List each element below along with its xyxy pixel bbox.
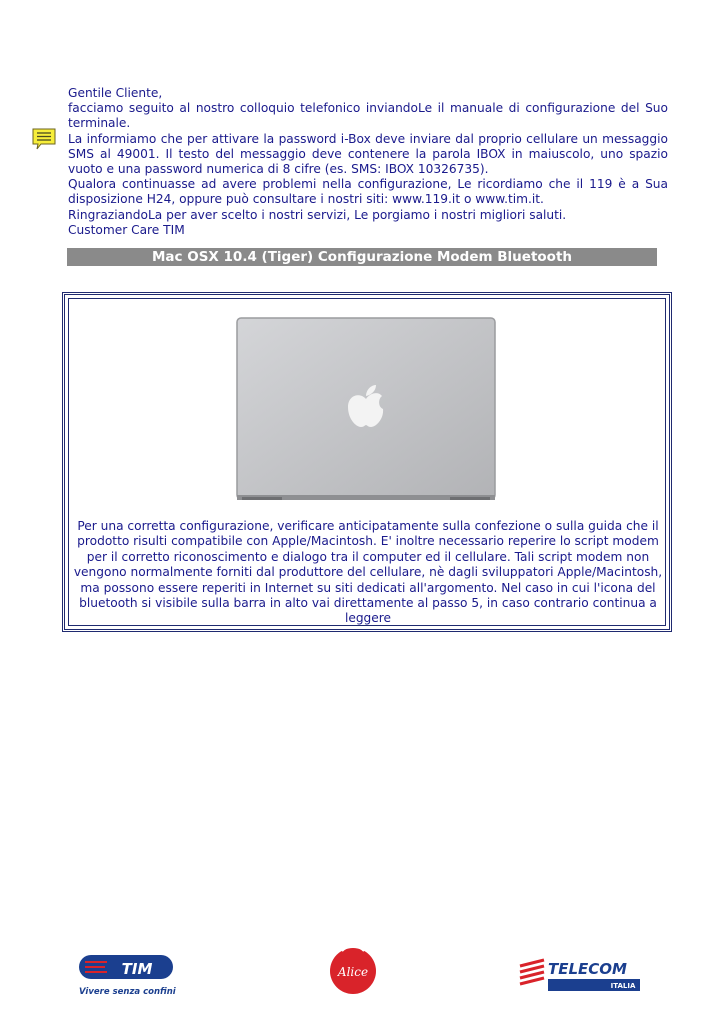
telecom-logo-text: TELECOM	[548, 960, 627, 978]
tim-logo	[77, 950, 177, 1000]
greeting: Gentile Cliente,	[68, 86, 163, 100]
alice-logo-text: Alice	[337, 965, 369, 979]
signature: Customer Care TIM	[68, 222, 185, 237]
intro-line: facciamo seguito al nostro colloquio telefonico inviandoLe il manuale di configurazione del Suo terminale.	[68, 101, 668, 131]
section-title: Mac OSX 10.4 (Tiger) Configurazione Modem Bluetooth	[67, 248, 657, 266]
telecom-italia-logo	[518, 952, 642, 996]
intro-line: Qualora continuasse ad avere problemi nella configurazione, Le ricordiamo che il 119 è a Sua disposizione H24, oppure può consultare i nostri siti: www.119.it o www.tim.it.	[68, 177, 668, 207]
tim-logo-text: TIM	[121, 960, 153, 978]
telecom-sub-text: ITALIA	[610, 982, 636, 990]
intro-message	[68, 86, 668, 238]
alice-logo	[328, 943, 378, 998]
section-description: Per una corretta configurazione, verificare anticipatamente sulla confezione o sulla guida che il prodotto risulti compatibile con Apple/Macintosh. E' inoltre necessario reperire lo script modem per il corretto riconoscimento e dialogo tra il computer ed il cellulare. Tali script modem non vengono normalmente forniti dal produttore del cellulare, nè dagli sviluppatori Apple/Macintosh, ma possono essere reperiti in Internet su siti dedicati all'argomento. Nel caso in cui l'icona del bluetooth si visibile sulla barra in alto vai direttamente al passo 5, in caso contrario continua a leggere	[73, 519, 663, 626]
intro-line: RingraziandoLa per aver scelto i nostri servizi, Le porgiamo i nostri migliori saluti.	[68, 207, 567, 222]
intro-line: La informiamo che per attivare la password i-Box deve inviare dal proprio cellulare un messaggio SMS al 49001. Il testo del messaggio deve contenere la parola IBOX in maiuscolo, uno spazio vuoto e una password numerica di 8 cifre (es. SMS: IBOX 10326735).	[68, 131, 668, 177]
note-icon[interactable]	[31, 127, 57, 151]
macbook-image	[236, 317, 496, 501]
tim-tagline: Vivere senza confini	[79, 987, 176, 997]
